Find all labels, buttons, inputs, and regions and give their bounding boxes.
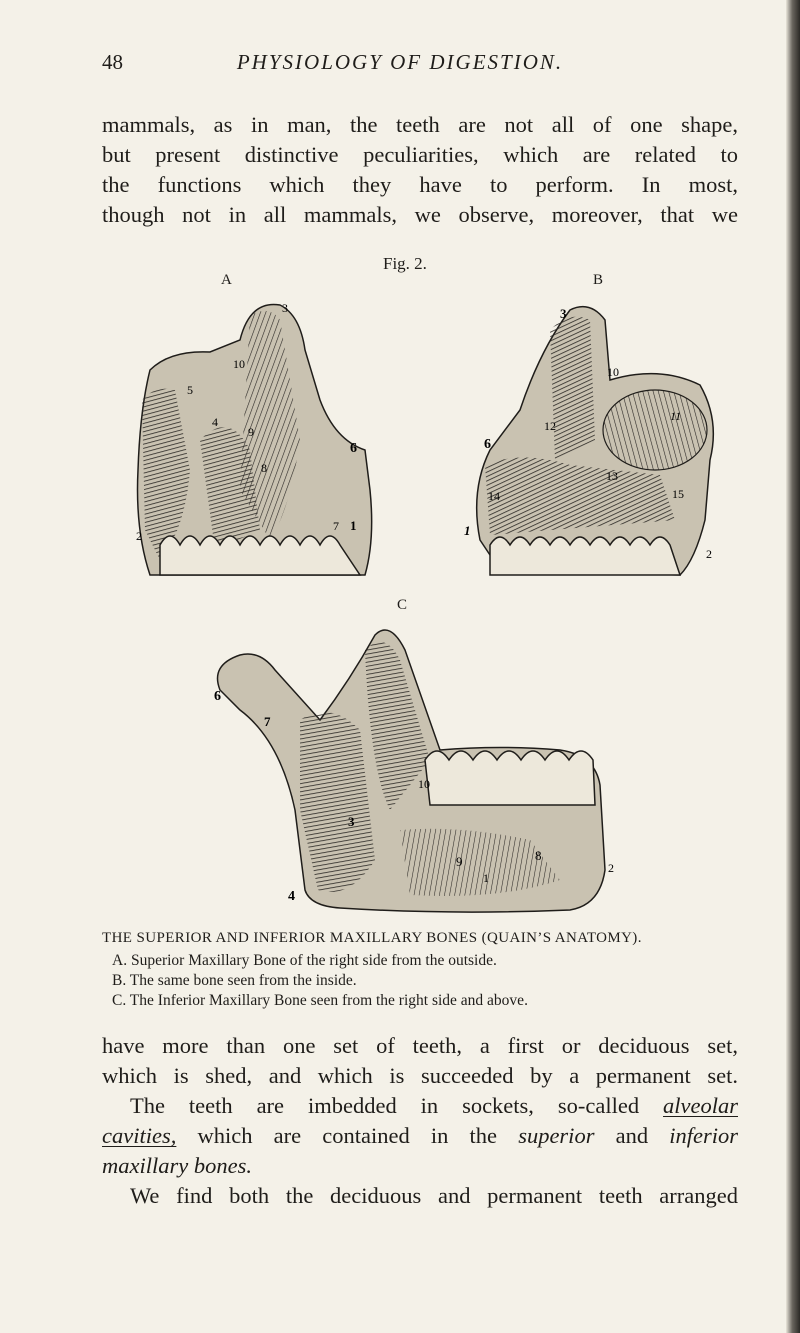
teeth-row (490, 537, 680, 575)
term-inferior: inferior (669, 1123, 739, 1148)
caption-item: B. The same bone seen from the inside. (112, 972, 357, 989)
page-edge-shadow (786, 0, 800, 1333)
part-number: 5 (187, 383, 193, 397)
text-line: the functions which they have to perform. In most, (102, 172, 738, 197)
text-line: have more than one set of teeth, a first or deciduous set, (102, 1033, 738, 1058)
part-number: 4 (288, 889, 295, 904)
text-line: which is shed, and which is succeeded by a permanent set. (102, 1063, 738, 1088)
bottom-paragraph (102, 1031, 738, 1211)
part-number: 6 (214, 689, 221, 704)
text-line: but present distinctive peculiarities, which are related to (102, 142, 738, 167)
part-number: 7 (264, 714, 271, 729)
text-run: The teeth are imbedded in sockets, so-called (130, 1093, 640, 1118)
caption-item: C. The Inferior Maxillary Bone seen from the right side and above. (112, 992, 528, 1009)
text-line: We find both the deciduous and permanent teeth arranged (130, 1183, 738, 1208)
part-number: 10 (607, 365, 619, 379)
text-run: which are contained in the (197, 1123, 498, 1148)
part-number: 3 (560, 306, 567, 321)
part-number: 6 (484, 437, 491, 452)
part-number: 14 (488, 489, 500, 503)
part-number: 3 (348, 814, 355, 829)
figure-caption (102, 930, 738, 1011)
part-number: 10 (418, 777, 430, 791)
part-number: 7 (333, 519, 339, 533)
text-line: though not in all mammals, we observe, moreover, that we (102, 202, 738, 227)
term-superior: superior (518, 1123, 595, 1148)
part-number: 11 (670, 409, 682, 423)
caption-item: A. Superior Maxillary Bone of the right side from the outside. (112, 952, 497, 969)
part-number: 6 (350, 441, 357, 456)
page-header (0, 50, 800, 90)
term-maxillary-bones: maxillary bones. (102, 1153, 252, 1178)
part-number: 1 (483, 871, 489, 885)
text-line: mammals, as in man, the teeth are not all of one shape, (102, 112, 738, 137)
figure-title: Fig. 2. (383, 254, 427, 273)
caption-title: THE SUPERIOR AND INFERIOR MAXILLARY BONES (QUAIN’S ANATOMY). (102, 930, 642, 946)
text-line (102, 1151, 738, 1181)
panel-c-label: C (397, 597, 408, 613)
part-number: 1 (464, 523, 471, 538)
top-paragraph (102, 110, 738, 230)
term-alveolar: alveolar (663, 1093, 738, 1118)
running-head: PHYSIOLOGY OF DIGESTION. (236, 50, 564, 74)
page-number: 48 (102, 50, 123, 74)
part-number: 8 (535, 848, 542, 863)
figure-panel-b (460, 290, 730, 580)
part-number: 2 (136, 529, 142, 543)
panel-a-label: A (221, 272, 232, 288)
part-number: 8 (261, 461, 267, 475)
part-number: 10 (233, 357, 245, 371)
part-number: 12 (544, 419, 556, 433)
part-number: 9 (456, 854, 463, 869)
term-cavities: cavities, (102, 1123, 177, 1148)
part-number: 2 (608, 861, 614, 875)
part-number: 15 (672, 487, 684, 501)
sinus-cavity (603, 390, 707, 470)
part-number: 9 (248, 425, 254, 439)
lower-teeth-row (425, 751, 595, 805)
part-number: 1 (350, 518, 357, 533)
part-number: 4 (212, 415, 218, 429)
part-number: 2 (706, 547, 712, 561)
text-line (102, 1091, 738, 1121)
panel-b-label: B (593, 272, 604, 288)
text-run: and (615, 1123, 649, 1148)
part-number: 3 (282, 301, 288, 315)
part-number: 13 (606, 469, 618, 483)
figure-panel-c (200, 610, 620, 915)
figure-panel-a (130, 290, 380, 580)
text-line (102, 1121, 738, 1151)
bone-shading (550, 317, 595, 460)
